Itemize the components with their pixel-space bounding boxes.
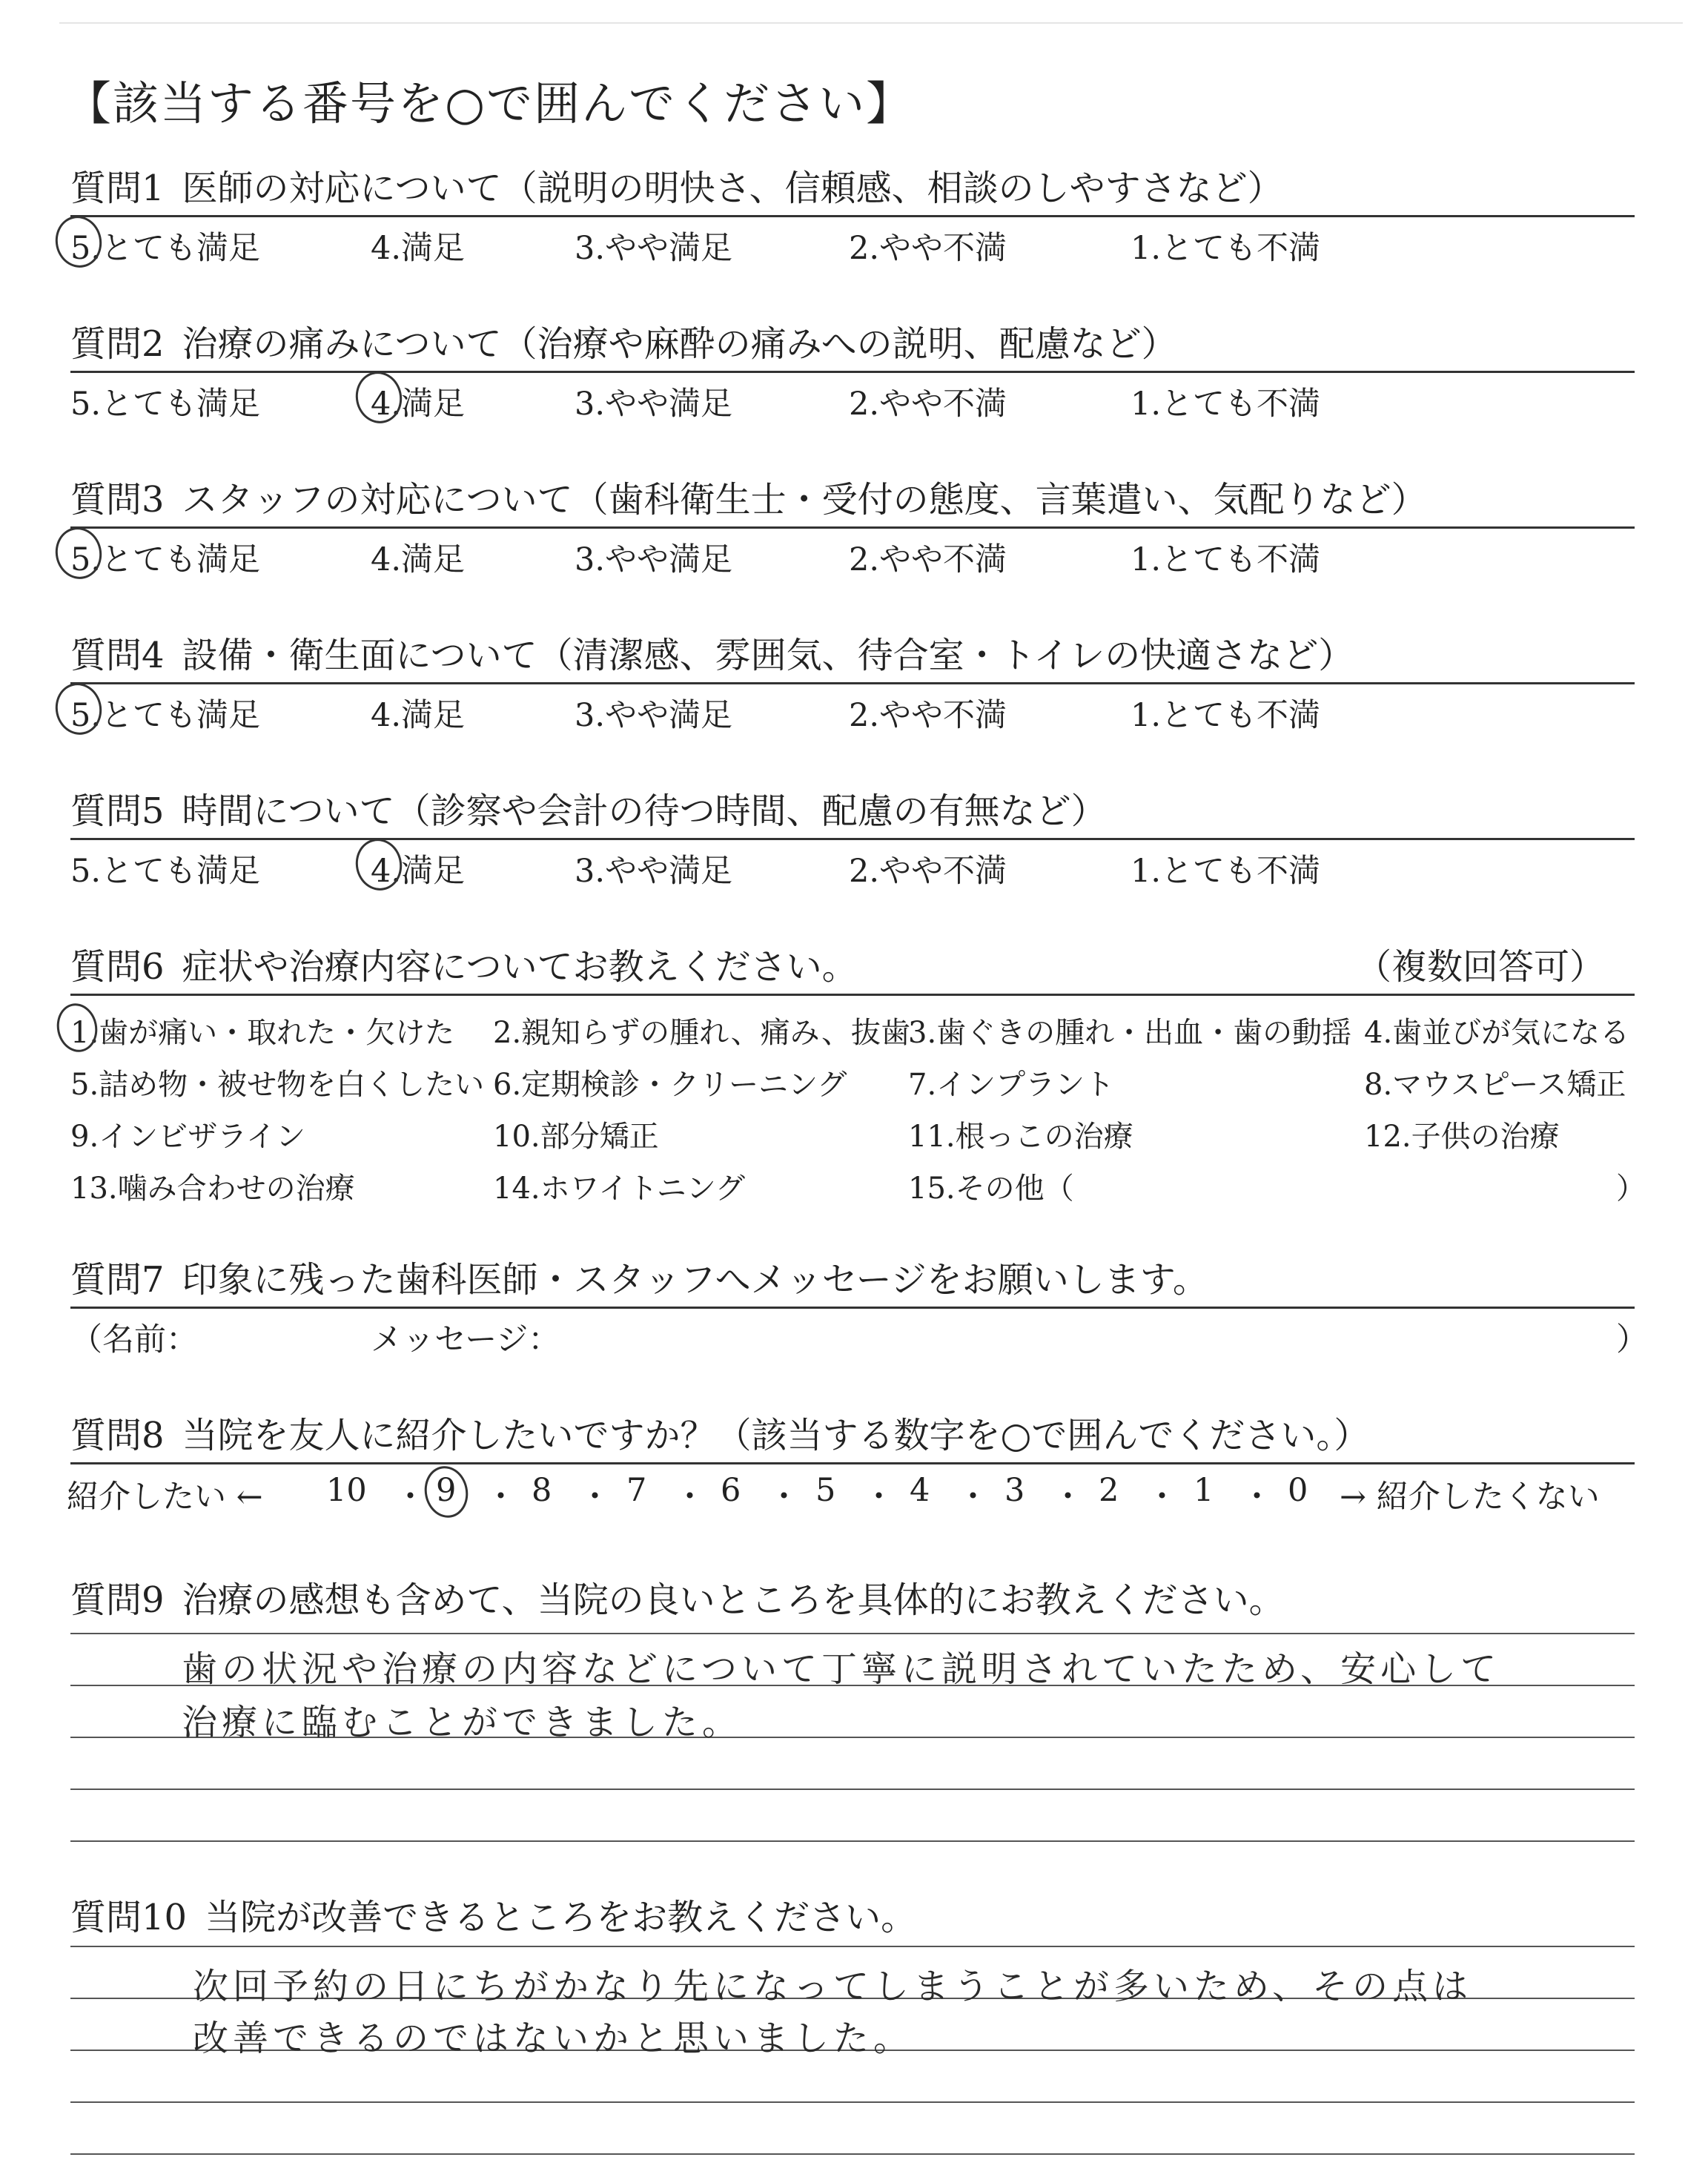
rule bbox=[70, 994, 1635, 996]
scale-2[interactable]: 2 bbox=[1099, 1472, 1119, 1509]
message-label: メッセージ： bbox=[371, 1321, 560, 1358]
rating-options bbox=[70, 217, 1635, 269]
option-2[interactable]: 2.やや不満 bbox=[849, 386, 1007, 423]
top-edge-rule bbox=[59, 22, 1683, 24]
option-3[interactable]: 3.やや満足 bbox=[575, 386, 733, 423]
option-3[interactable]: 3.歯ぐきの腫れ・出血・歯の動揺 bbox=[908, 1016, 1352, 1050]
question-9 bbox=[70, 1573, 1635, 1901]
option-8[interactable]: 8.マウスピース矯正 bbox=[1364, 1068, 1626, 1102]
rating-options bbox=[70, 840, 1635, 892]
writing-line bbox=[70, 1789, 1635, 1790]
question-3-header bbox=[70, 473, 1635, 526]
scale-3[interactable]: 3 bbox=[1004, 1472, 1025, 1509]
message-fields bbox=[70, 1309, 1648, 1361]
option-3[interactable]: 3.やや満足 bbox=[575, 697, 733, 734]
option-2[interactable]: 2.やや不満 bbox=[849, 230, 1007, 267]
question-text: 時間について（診察や会計の待つ時間、配慮の有無など） bbox=[182, 790, 1107, 832]
scale-9[interactable]: 9 bbox=[436, 1472, 457, 1509]
handwritten-answer-line-2: 改善できるのではないかと思いました。 bbox=[193, 2018, 914, 2059]
option-10[interactable]: 10.部分矯正 bbox=[493, 1120, 659, 1154]
option-2[interactable]: 2.親知らずの腫れ、痛み、抜歯 bbox=[493, 1016, 910, 1050]
question-text: 当院を友人に紹介したいですか？（該当する数字を○で囲んでください。） bbox=[182, 1415, 1370, 1456]
question-1 bbox=[70, 162, 1635, 269]
option-11[interactable]: 11.根っこの治療 bbox=[908, 1120, 1133, 1154]
writing-line bbox=[70, 2153, 1635, 2155]
scale-dot: ・ bbox=[674, 1479, 706, 1516]
scale-left-label: 紹介したい ← bbox=[67, 1479, 263, 1516]
question-text: 治療の感想も含めて、当院の良いところを具体的にお教えください。 bbox=[182, 1579, 1285, 1621]
option-13[interactable]: 13.噛み合わせの治療 bbox=[70, 1172, 355, 1206]
question-2 bbox=[70, 317, 1635, 425]
question-9-header bbox=[70, 1573, 1635, 1627]
scale-dot: ・ bbox=[768, 1479, 800, 1516]
rating-options bbox=[70, 373, 1635, 425]
question-1-header bbox=[70, 162, 1635, 215]
question-label: 質問8 bbox=[70, 1415, 165, 1456]
question-text: 印象に残った歯科医師・スタッフへメッセージをお願いします。 bbox=[182, 1259, 1208, 1301]
option-1[interactable]: 1.とても不満 bbox=[1131, 853, 1321, 890]
scale-5[interactable]: 5 bbox=[815, 1472, 836, 1509]
option-4[interactable]: 4.満足 bbox=[371, 697, 466, 734]
option-1[interactable]: 1.とても不満 bbox=[1131, 697, 1321, 734]
scale-8[interactable]: 8 bbox=[532, 1472, 552, 1509]
scale-6[interactable]: 6 bbox=[721, 1472, 741, 1509]
option-5[interactable]: 5.とても満足 bbox=[70, 386, 261, 423]
question-3 bbox=[70, 473, 1635, 581]
option-3[interactable]: 3.やや満足 bbox=[575, 230, 733, 267]
writing-line bbox=[70, 1633, 1635, 1634]
question-2-header bbox=[70, 317, 1635, 371]
option-1[interactable]: 1.とても不満 bbox=[1131, 541, 1321, 578]
option-2[interactable]: 2.やや不満 bbox=[849, 697, 1007, 734]
answer-area[interactable] bbox=[70, 1627, 1635, 1901]
scale-dot: ・ bbox=[1052, 1479, 1084, 1516]
question-label: 質問7 bbox=[70, 1259, 165, 1301]
writing-line bbox=[70, 2101, 1635, 2103]
question-5-header bbox=[70, 785, 1635, 838]
option-3[interactable]: 3.やや満足 bbox=[575, 853, 733, 890]
option-5[interactable]: 5.とても満足 bbox=[70, 541, 261, 578]
other-close-paren: ） bbox=[1616, 1172, 1646, 1206]
scale-right-label: → 紹介したくない bbox=[1340, 1479, 1600, 1516]
option-14[interactable]: 14.ホワイトニング bbox=[493, 1172, 746, 1206]
option-1[interactable]: 1.とても不満 bbox=[1131, 230, 1321, 267]
option-2[interactable]: 2.やや不満 bbox=[849, 541, 1007, 578]
scale-4[interactable]: 4 bbox=[910, 1472, 930, 1509]
question-6-header bbox=[70, 940, 1635, 994]
question-text: 症状や治療内容についてお教えください。 bbox=[182, 946, 858, 988]
question-4-header bbox=[70, 629, 1635, 682]
scale-10[interactable]: 10 bbox=[326, 1472, 367, 1509]
scale-dot: ・ bbox=[485, 1479, 517, 1516]
writing-line bbox=[70, 1840, 1635, 1842]
question-label: 質問3 bbox=[70, 479, 165, 521]
scale-dot: ・ bbox=[579, 1479, 611, 1516]
recommend-scale bbox=[67, 1464, 1635, 1518]
question-text: 治療の痛みについて（治療や麻酔の痛みへの説明、配慮など） bbox=[182, 323, 1177, 365]
question-text: スタッフの対応について（歯科衛生士・受付の態度、言葉遣い、気配りなど） bbox=[182, 479, 1427, 521]
writing-line bbox=[70, 1946, 1635, 1947]
form-title: 【該当する番号を○で囲んでください】 bbox=[65, 76, 914, 131]
option-4[interactable]: 4.満足 bbox=[371, 230, 466, 267]
question-7-header bbox=[70, 1253, 1635, 1307]
question-text: 当院が改善できるところをお教えください。 bbox=[205, 1897, 917, 1938]
option-1[interactable]: 1.歯が痛い・取れた・欠けた bbox=[70, 1016, 455, 1050]
option-3[interactable]: 3.やや満足 bbox=[575, 541, 733, 578]
scale-dot: ・ bbox=[957, 1479, 989, 1516]
question-label: 質問9 bbox=[70, 1579, 165, 1621]
option-5[interactable]: 5.とても満足 bbox=[70, 697, 261, 734]
question-5 bbox=[70, 785, 1635, 892]
handwritten-answer-line-1: 歯の状況や治療の内容などについて丁寧に説明されていたため、安心して bbox=[182, 1648, 1501, 1690]
scale-1[interactable]: 1 bbox=[1194, 1472, 1214, 1509]
question-6 bbox=[70, 940, 1646, 1213]
question-text: 設備・衛生面について（清潔感、雰囲気、待合室・トイレの快適さなど） bbox=[182, 635, 1354, 676]
scale-dot: ・ bbox=[394, 1479, 426, 1516]
multiple-answer-note: （複数回答可） bbox=[1355, 946, 1605, 988]
question-label: 質問2 bbox=[70, 323, 165, 365]
option-1[interactable]: 1.とても不満 bbox=[1131, 386, 1321, 423]
scale-dot: ・ bbox=[863, 1479, 895, 1516]
option-4[interactable]: 4.満足 bbox=[371, 853, 466, 890]
question-label: 質問6 bbox=[70, 946, 165, 988]
option-5[interactable]: 5.詰め物・被せ物を白くしたい bbox=[70, 1068, 485, 1102]
scale-dot: ・ bbox=[1241, 1479, 1273, 1516]
option-5[interactable]: 5.とても満足 bbox=[70, 230, 261, 267]
handwritten-answer-line-1: 次回予約の日にちがかなり先になってしまうことが多いため、その点は bbox=[193, 1966, 1473, 2007]
question-10 bbox=[70, 1891, 1635, 2159]
question-label: 質問4 bbox=[70, 635, 165, 676]
scale-7[interactable]: 7 bbox=[626, 1472, 647, 1509]
option-4[interactable]: 4.歯並びが気になる bbox=[1364, 1016, 1630, 1050]
question-label: 質問10 bbox=[70, 1897, 188, 1938]
message-close-paren: ） bbox=[1616, 1321, 1648, 1358]
option-2[interactable]: 2.やや不満 bbox=[849, 853, 1007, 890]
option-5[interactable]: 5.とても満足 bbox=[70, 853, 261, 890]
question-8 bbox=[67, 1409, 1635, 1518]
option-9[interactable]: 9.インビザライン bbox=[70, 1120, 305, 1154]
question-label: 質問5 bbox=[70, 790, 165, 832]
question-label: 質問1 bbox=[70, 168, 165, 209]
symptom-options bbox=[70, 1002, 1646, 1213]
selection-circle bbox=[420, 1462, 472, 1522]
question-8-header bbox=[70, 1409, 1635, 1462]
scale-dot: ・ bbox=[1146, 1479, 1178, 1516]
handwritten-answer-line-2: 治療に臨むことができました。 bbox=[182, 1702, 743, 1743]
answer-area[interactable] bbox=[70, 1944, 1635, 2159]
name-label: （名前： bbox=[70, 1321, 198, 1358]
scale-0[interactable]: 0 bbox=[1288, 1472, 1308, 1509]
question-10-header bbox=[70, 1891, 1635, 1944]
question-text: 医師の対応について（説明の明快さ、信頼感、相談のしやすさなど） bbox=[182, 168, 1283, 209]
option-15[interactable]: 15.その他（ bbox=[908, 1172, 1074, 1206]
rating-options bbox=[70, 529, 1635, 581]
option-6[interactable]: 6.定期検診・クリーニング bbox=[493, 1068, 847, 1102]
rating-options bbox=[70, 684, 1635, 736]
question-7 bbox=[70, 1253, 1648, 1361]
option-4[interactable]: 4.満足 bbox=[371, 541, 466, 578]
question-4 bbox=[70, 629, 1635, 736]
option-7[interactable]: 7.インプラント bbox=[908, 1068, 1115, 1102]
option-4[interactable]: 4.満足 bbox=[371, 386, 466, 423]
option-12[interactable]: 12.子供の治療 bbox=[1364, 1120, 1560, 1154]
